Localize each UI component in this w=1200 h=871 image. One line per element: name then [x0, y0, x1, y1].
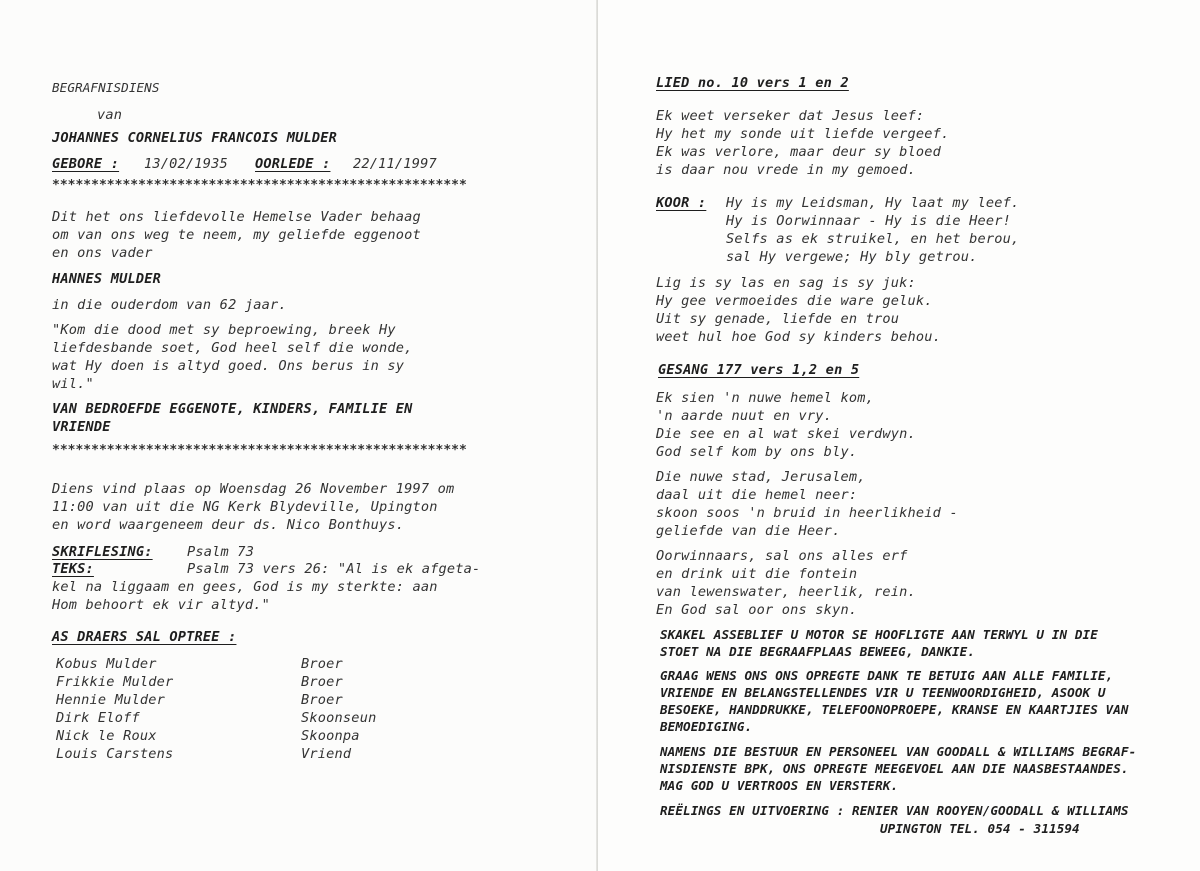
bearer-relation: Broer: [301, 656, 343, 672]
condolence-line: NAMENS DIE BESTUUR EN PERSONEEL VAN GOODALL & WILLIAMS BEGRAF-: [660, 744, 1137, 759]
separator-bottom: *****************************************************: [52, 443, 467, 458]
quote-line: liefdesbande soet, God heel self die wonde,: [52, 340, 413, 356]
quote-line: "Kom die dood met sy beproewing, breek Hy: [52, 322, 396, 338]
died-label: OORLEDE :: [255, 156, 331, 172]
service-line: 11:00 van uit die NG Kerk Blydeville, Upington: [52, 499, 438, 515]
bearer-name: Nick le Roux: [56, 728, 157, 744]
arrangements-line: REËLINGS EN UITVOERING : RENIER VAN ROOYEN/GOODALL & WILLIAMS: [660, 803, 1129, 818]
song2-heading: GESANG 177 vers 1,2 en 5: [658, 362, 860, 378]
bearer-relation: Vriend: [301, 746, 352, 762]
song2-line: Die see en al wat skei verdwyn.: [656, 426, 916, 442]
deceased-name: JOHANNES CORNELIUS FRANCOIS MULDER: [52, 130, 338, 146]
van-label: van: [97, 107, 123, 123]
born-label: GEBORE :: [52, 156, 120, 172]
notice-line: STOET NA DIE BEGRAAFPLAAS BEWEEG, DANKIE.: [660, 644, 975, 659]
reading-value: Psalm 73: [187, 544, 255, 560]
song1-line: Ek was verlore, maar deur sy bloed: [656, 144, 942, 160]
notice-line: SKAKEL ASSEBLIEF U MOTOR SE HOOFLIGTE AAN TERWYL U IN DIE: [660, 627, 1098, 642]
intro-line: Dit het ons liefdevolle Hemelse Vader behaag: [52, 209, 421, 225]
song2-line: Oorwinnaars, sal ons alles erf: [656, 548, 908, 564]
song2-line: Ek sien 'n nuwe hemel kom,: [656, 390, 874, 406]
quote-line: wil.": [52, 376, 94, 392]
contact-line: UPINGTON TEL. 054 - 311594: [880, 821, 1080, 836]
chorus-line: Hy is my Leidsman, Hy laat my leef.: [726, 195, 1020, 211]
song1-verse2-line: weet hul hoe God sy kinders behou.: [656, 329, 942, 345]
program-heading: BEGRAFNISDIENS: [52, 80, 160, 95]
died-date: 22/11/1997: [353, 156, 437, 172]
song1-verse2-line: Hy gee vermoeides die ware geluk.: [656, 293, 933, 309]
song2-line: en drink uit die fontein: [656, 566, 858, 582]
song2-line: 'n aarde nuut en vry.: [656, 408, 833, 424]
intro-line: om van ons weg te neem, my geliefde eggenoot: [52, 227, 421, 243]
song2-line: En God sal oor ons skyn.: [656, 602, 858, 618]
song2-line: skoon soos 'n bruid in heerlikheid -: [656, 505, 958, 521]
service-line: en word waargeneem deur ds. Nico Bonthuys.: [52, 517, 405, 533]
text-line: kel na liggaam en gees, God is my sterkte: aan: [52, 579, 438, 595]
text-label: TEKS:: [52, 561, 94, 577]
bearer-relation: Broer: [301, 692, 343, 708]
from-line: VAN BEDROEFDE EGGENOTE, KINDERS, FAMILIE EN: [52, 401, 413, 417]
song2-line: Die nuwe stad, Jerusalem,: [656, 469, 866, 485]
nickname: HANNES MULDER: [52, 271, 161, 287]
text-line: Psalm 73 vers 26: "Al is ek afgeta-: [187, 561, 481, 577]
service-line: Diens vind plaas op Woensdag 26 November 1997 om: [52, 481, 455, 497]
song1-line: Hy het my sonde uit liefde vergeef.: [656, 126, 950, 142]
song2-line: geliefde van die Heer.: [656, 523, 841, 539]
bearer-name: Hennie Mulder: [56, 692, 165, 708]
text-line: Hom behoort ek vir altyd.": [52, 597, 270, 613]
thanks-line: BEMOEDIGING.: [660, 719, 753, 734]
quote-line: wat Hy doen is altyd goed. Ons berus in sy: [52, 358, 405, 374]
bearers-heading: AS DRAERS SAL OPTREE :: [52, 629, 237, 645]
separator-top: *****************************************************: [52, 178, 467, 193]
bearer-relation: Skoonseun: [301, 710, 377, 726]
reading-label: SKRIFLESING:: [52, 544, 153, 560]
intro-line: en ons vader: [52, 245, 153, 261]
thanks-line: GRAAG WENS ONS ONS OPREGTE DANK TE BETUIG AAN ALLE FAMILIE,: [660, 668, 1114, 683]
bearer-name: Louis Carstens: [56, 746, 174, 762]
bearer-relation: Skoonpa: [301, 728, 360, 744]
chorus-line: Hy is Oorwinnaar - Hy is die Heer!: [726, 213, 1012, 229]
song2-line: daal uit die hemel neer:: [656, 487, 858, 503]
thanks-line: VRIENDE EN BELANGSTELLENDES VIR U TEENWOORDIGHEID, ASOOK U: [660, 685, 1106, 700]
bearer-relation: Broer: [301, 674, 343, 690]
right-page: [598, 0, 1200, 871]
chorus-label: KOOR :: [656, 195, 707, 211]
condolence-line: MAG GOD U VERTROOS EN VERSTERK.: [660, 778, 899, 793]
thanks-line: BESOEKE, HANDDRUKKE, TELEFOONOPROEPE, KRANSE EN KAARTJIES VAN: [660, 702, 1129, 717]
song1-line: Ek weet verseker dat Jesus leef:: [656, 108, 925, 124]
song1-verse2-line: Lig is sy las en sag is sy juk:: [656, 275, 916, 291]
age-line: in die ouderdom van 62 jaar.: [52, 297, 287, 313]
song1-heading: LIED no. 10 vers 1 en 2: [656, 75, 849, 91]
condolence-line: NISDIENSTE BPK, ONS OPREGTE MEEGEVOEL AAN DIE NAASBESTAANDES.: [660, 761, 1129, 776]
song1-verse2-line: Uit sy genade, liefde en trou: [656, 311, 900, 327]
song2-line: van lewenswater, heerlik, rein.: [656, 584, 916, 600]
chorus-line: sal Hy vergewe; Hy bly getrou.: [726, 249, 978, 265]
bearer-name: Frikkie Mulder: [56, 674, 174, 690]
from-line: VRIENDE: [52, 419, 111, 435]
chorus-line: Selfs as ek struikel, en het berou,: [726, 231, 1020, 247]
song1-line: is daar nou vrede in my gemoed.: [656, 162, 916, 178]
bearer-name: Dirk Eloff: [56, 710, 140, 726]
left-page: [0, 0, 598, 871]
song2-line: God self kom by ons bly.: [656, 444, 858, 460]
bearer-name: Kobus Mulder: [56, 656, 157, 672]
born-date: 13/02/1935: [144, 156, 228, 172]
